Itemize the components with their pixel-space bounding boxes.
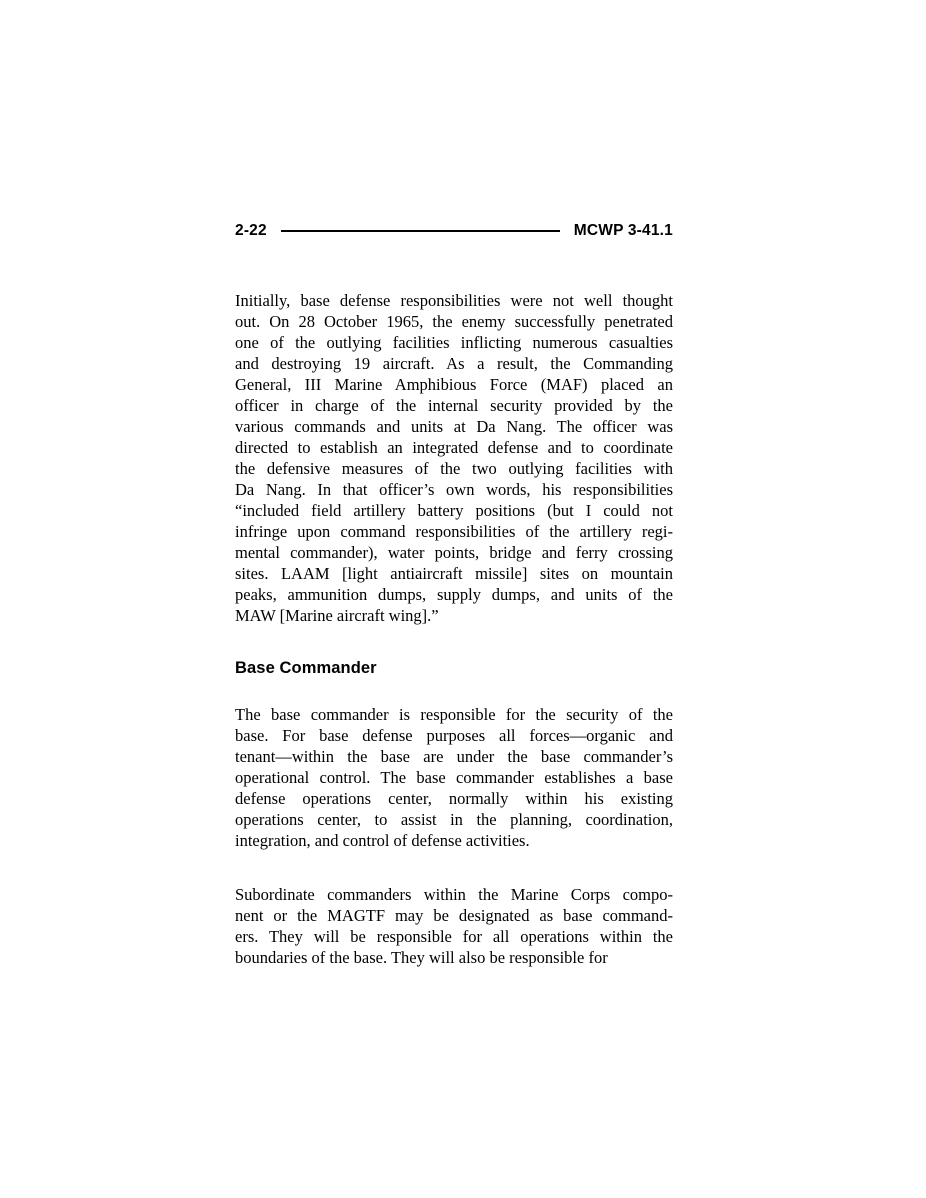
text-line: mental commander), water points, bridge and ferry crossing (235, 543, 673, 562)
text-line: nent or the MAGTF may be designated as base command- (235, 906, 673, 925)
paragraph-base-commander-1 (235, 704, 673, 851)
page-number: 2-22 (235, 222, 267, 239)
page-header (235, 222, 673, 240)
text-line: peaks, ammunition dumps, supply dumps, and units of the (235, 585, 673, 604)
text-line: Subordinate commanders within the Marine Corps compo- (235, 885, 673, 904)
text-line: operational control. The base commander establishes a base (235, 768, 673, 787)
text-line: ers. They will be responsible for all operations within the (235, 927, 673, 946)
text-line: MAW [Marine aircraft wing].” (235, 606, 439, 625)
text-line: sites. LAAM [light antiaircraft missile] sites on mountain (235, 564, 673, 583)
doc-number: MCWP 3-41.1 (573, 222, 673, 239)
page-content (235, 222, 673, 968)
text-line: Initially, base defense responsibilities were not well thought (235, 291, 673, 310)
text-line: tenant—within the base are under the base commander’s (235, 747, 673, 766)
text-line: operations center, to assist in the planning, coordination, (235, 810, 673, 829)
paragraph-intro (235, 290, 673, 626)
text-line: infringe upon command responsibilities of the artillery regi- (235, 522, 673, 541)
text-line: the defensive measures of the two outlying facilities with (235, 459, 673, 478)
text-line: The base commander is responsible for the security of the (235, 705, 673, 724)
header-rule (281, 230, 560, 232)
paragraph-base-commander-2 (235, 884, 673, 968)
text-line: Da Nang. In that officer’s own words, his responsibilities (235, 480, 673, 499)
text-line: General, III Marine Amphibious Force (MAF) placed an (235, 375, 673, 394)
text-line: defense operations center, normally within his existing (235, 789, 673, 808)
text-line: directed to establish an integrated defense and to coordinate (235, 438, 673, 457)
text-line: “included field artillery battery positions (but I could not (235, 501, 673, 520)
text-line: base. For base defense purposes all forces—organic and (235, 726, 673, 745)
text-line: integration, and control of defense activities. (235, 831, 530, 850)
text-line: out. On 28 October 1965, the enemy successfully penetrated (235, 312, 673, 331)
text-line: and destroying 19 aircraft. As a result, the Commanding (235, 354, 673, 373)
section-heading-base-commander: Base Commander (235, 659, 377, 677)
text-line: various commands and units at Da Nang. The officer was (235, 417, 673, 436)
text-line: one of the outlying facilities inflicting numerous casualties (235, 333, 673, 352)
text-line: officer in charge of the internal security provided by the (235, 396, 673, 415)
text-line: boundaries of the base. They will also be responsible for (235, 948, 608, 967)
